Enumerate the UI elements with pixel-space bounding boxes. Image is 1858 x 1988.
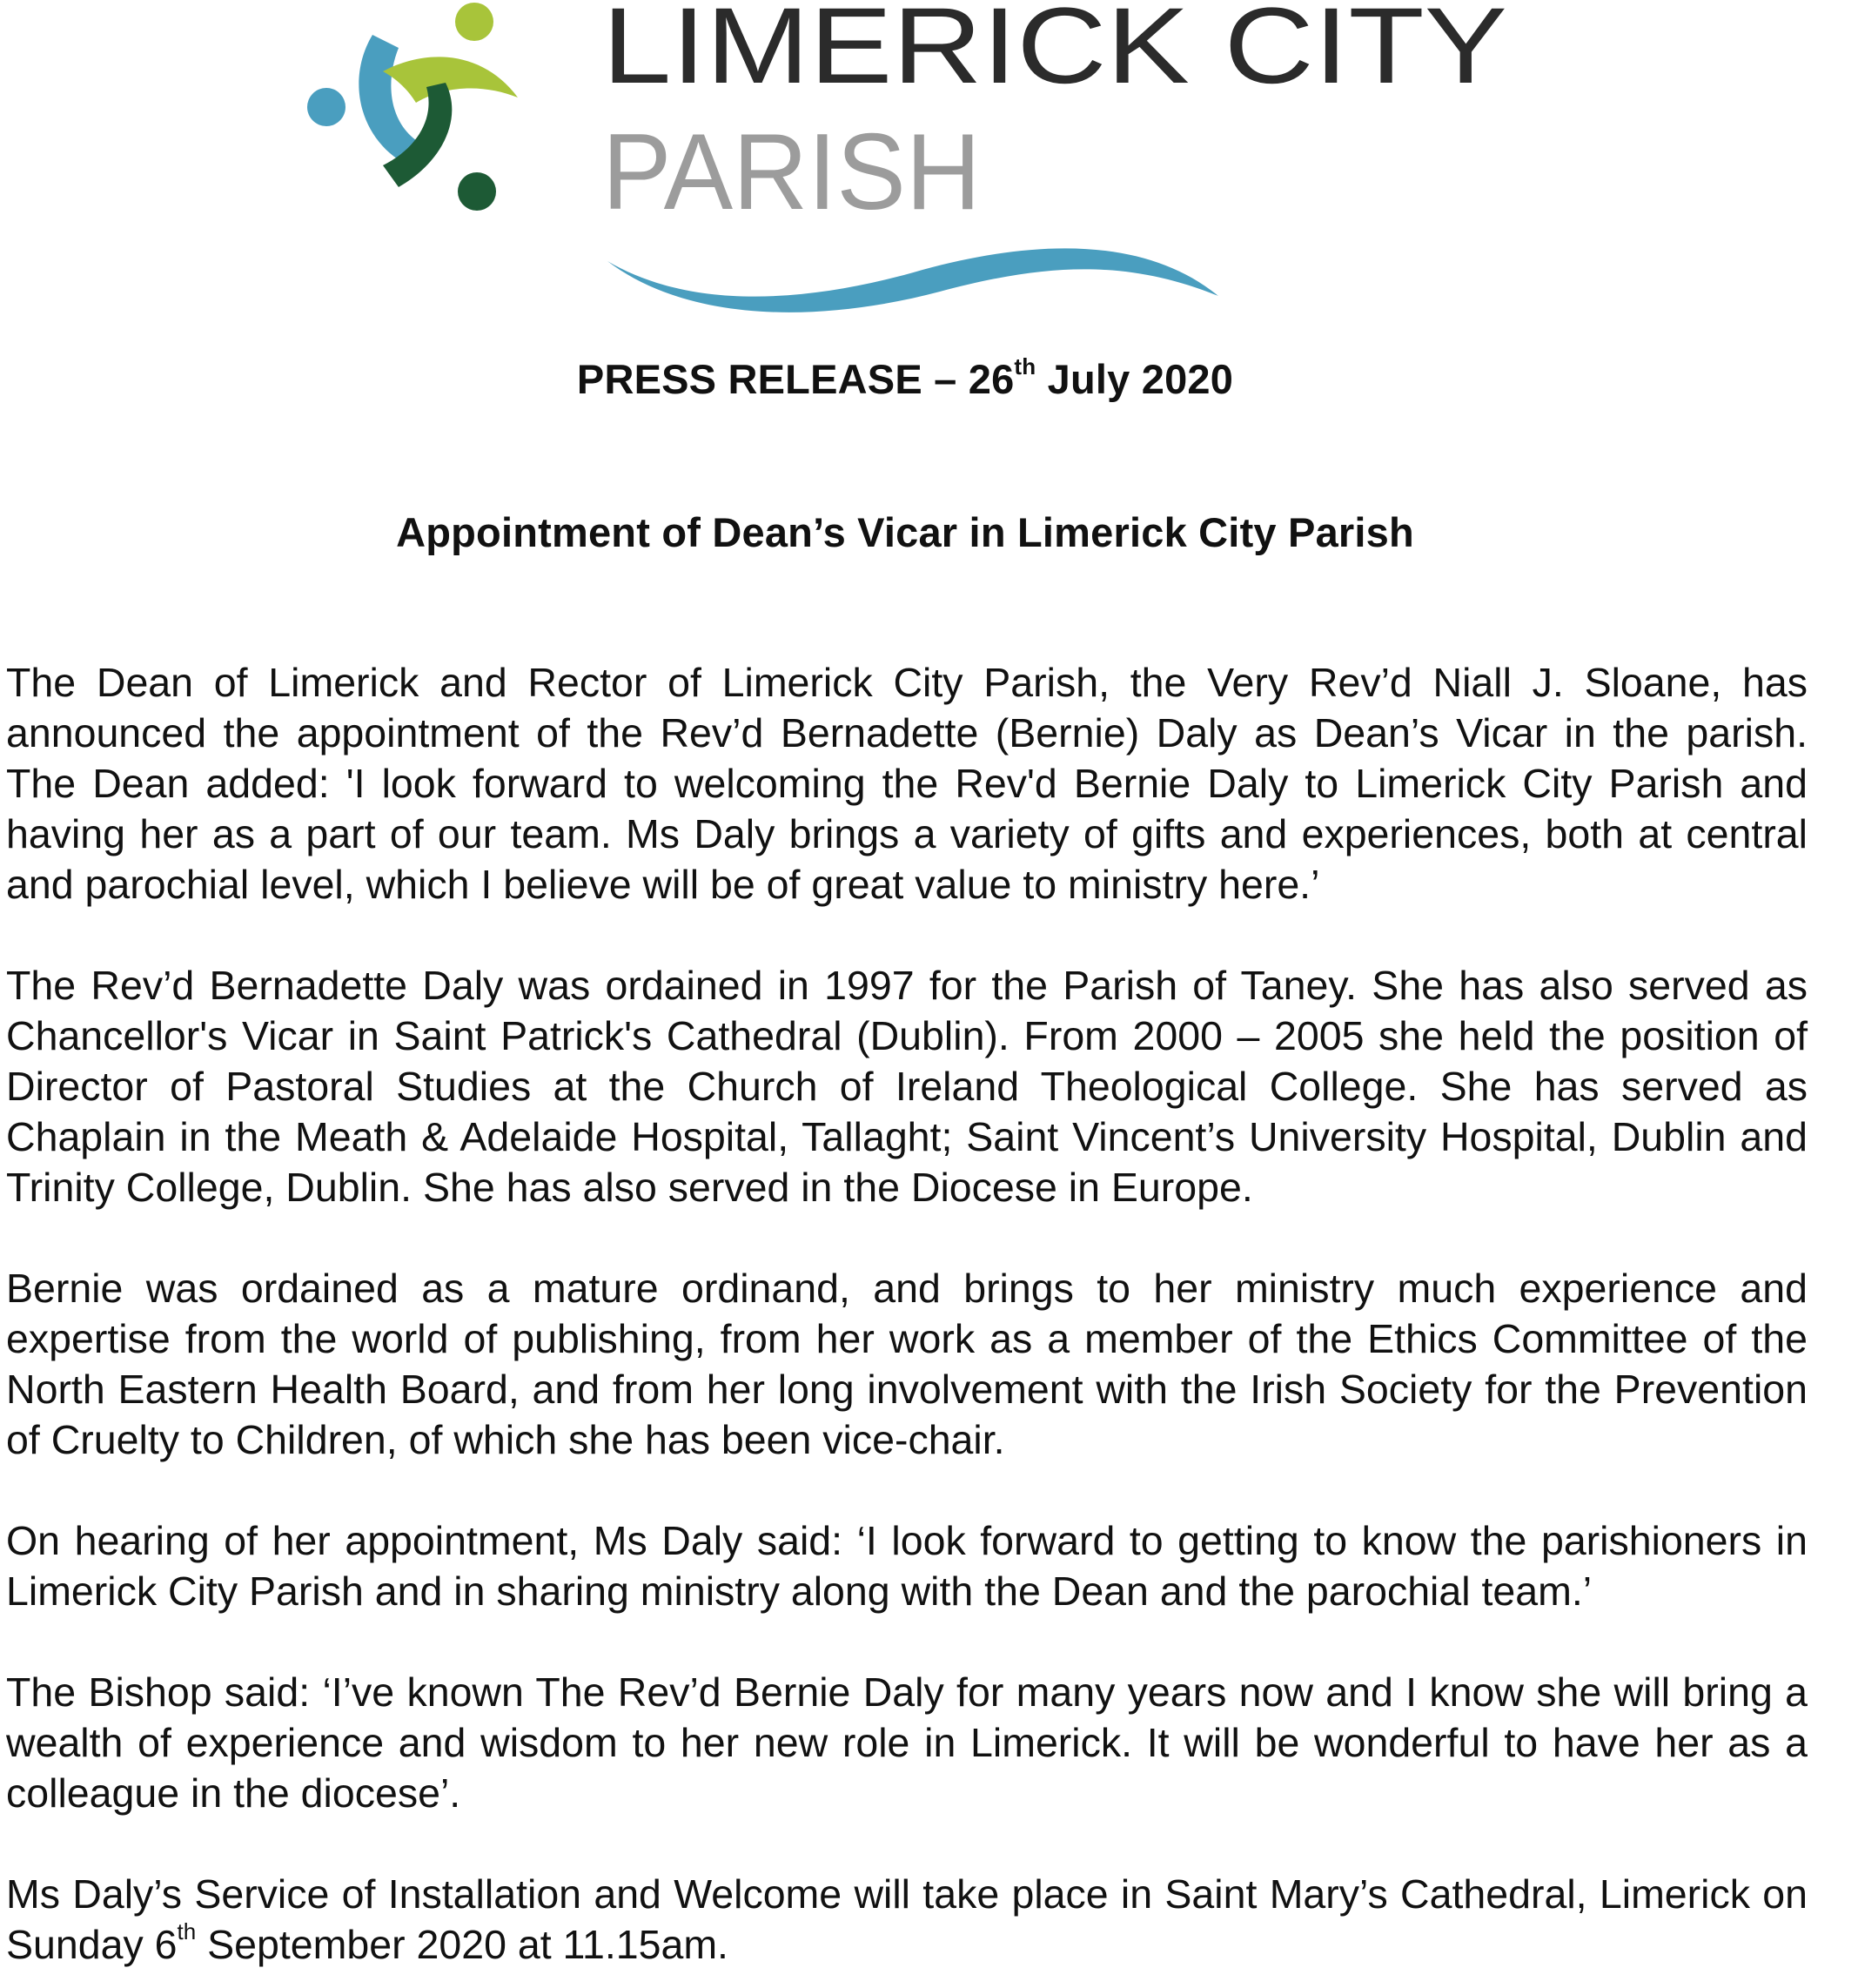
date-ordinal-suffix: th — [1014, 353, 1036, 379]
logo-dot-teal — [307, 88, 345, 126]
logo-dot-green-dark — [458, 172, 496, 211]
press-release-prefix: PRESS RELEASE – 26 — [576, 356, 1015, 402]
press-release-suffix: July 2020 — [1036, 356, 1234, 402]
logo-wordmark-line2: PARISH — [602, 112, 981, 232]
installation-date-ordinal: th — [177, 1918, 197, 1944]
body-paragraph: The Dean of Limerick and Rector of Limerick City Parish, the Very Rev’d Niall J. Sloane, has announced the appointment of the Rev’d Bernadette (Bernie) Daly as Dean’s Vicar in the parish. The Dean added: 'I look forward to welcoming the Rev'd Bernie Daly to Limerick City Parish and having her as a part of our team. Ms Daly brings a variety of gifts and experiences, both at central and parochial level, which I believe will be of great value to ministry here.’ — [6, 660, 1808, 907]
logo-wordmark-line1: LIMERICK CITY — [602, 0, 1507, 106]
body-paragraph: On hearing of her appointment, Ms Daly said: ‘I look forward to getting to know the parishioners in Limerick City Parish and in sharing ministry along with the Dean and the parochial team.’ — [6, 1518, 1808, 1614]
parish-logo — [296, 0, 1532, 322]
logo-green-light-swoosh — [383, 57, 518, 103]
body-paragraph: The Rev’d Bernadette Daly was ordained in 1997 for the Parish of Taney. She has also served as Chancellor's Vicar in Saint Patrick's Cathedral (Dublin). From 2000 – 2005 she held the position of Director of Pastoral Studies at the Church of Ireland Theological College. She has served as Chaplain in the Meath & Adelaide Hospital, Tallaght; Saint Vincent’s University Hospital, Dublin and Trinity College, Dublin. She has also served in the Diocese in Europe. — [6, 963, 1808, 1210]
press-release-body — [6, 657, 1808, 1970]
document-title: Appointment of Dean’s Vicar in Limerick City Parish — [396, 509, 1414, 555]
press-release-date — [0, 355, 1810, 404]
parish-logo-graphic — [296, 0, 1532, 322]
installation-paragraph — [6, 1869, 1808, 1970]
installation-text-part1: Ms Daly’s Service of Installation and Welcome will take place in Saint Mary’s Cathedral, Limerick on Sunday 6 — [6, 1871, 1808, 1967]
body-paragraph: The Bishop said: ‘I’ve known The Rev’d Bernie Daly for many years now and I know she will bring a wealth of experience and wisdom to her new role in Limerick. It will be wonderful to have her as a colleague in the diocese’. — [6, 1669, 1808, 1816]
installation-text-part2: September 2020 at 11.15am. — [196, 1922, 728, 1967]
logo-dot-green-light — [455, 3, 493, 41]
logo-wave — [607, 248, 1218, 312]
body-paragraph: Bernie was ordained as a mature ordinand, and brings to her ministry much experience and expertise from the world of publishing, from her work as a member of the Ethics Committee of the North Eastern Health Board, and from her long involvement with the Irish Society for the Prevention of Cruelty to Children, of which she has been vice-chair. — [6, 1266, 1808, 1462]
